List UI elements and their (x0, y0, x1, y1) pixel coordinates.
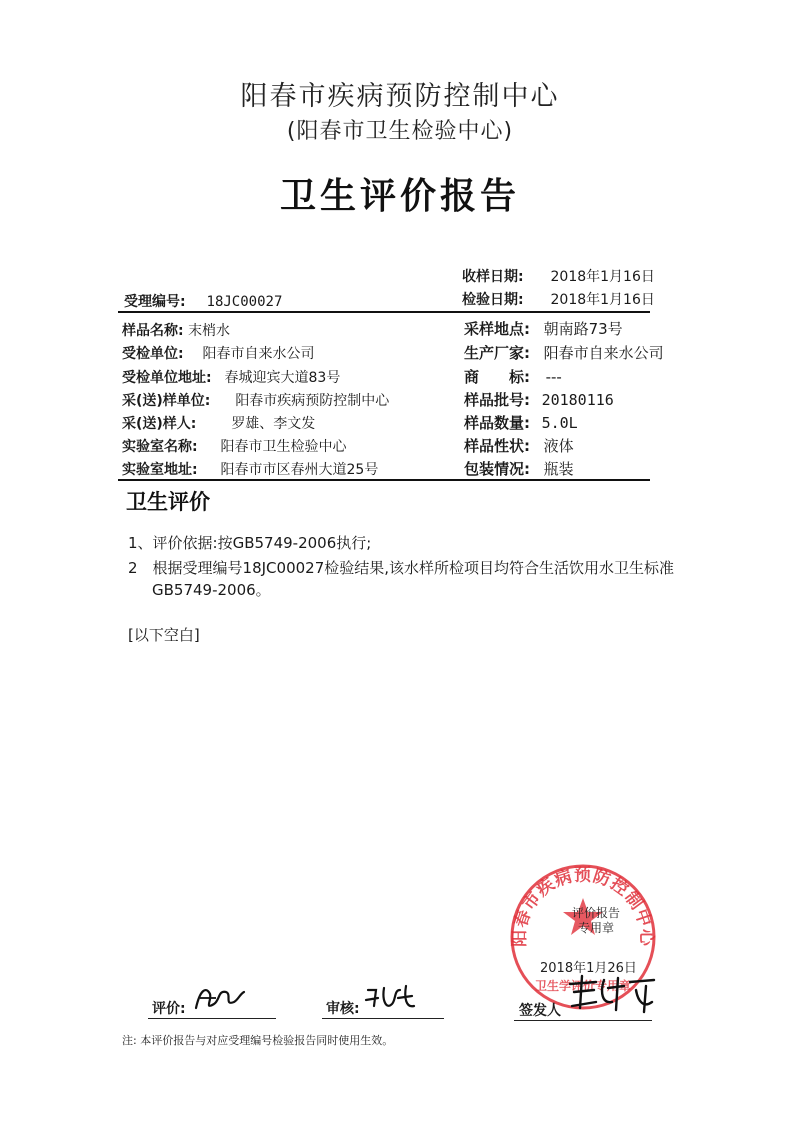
accept-no-value: 18JC00027 (206, 294, 283, 310)
evaluation-title: 卫生评价 (126, 490, 210, 514)
field-value: 阳春市自来水公司 (202, 346, 315, 362)
field-value: 5.0L (541, 414, 578, 432)
issuer-label: 签发人 (519, 1003, 561, 1019)
receive-date-row (462, 266, 655, 286)
document-title: 卫生评价报告 (279, 176, 520, 217)
field-sampling-unit (122, 390, 389, 410)
field-trademark (464, 366, 562, 387)
field-sample-character (464, 435, 574, 456)
field-label: 样品数量: (464, 414, 530, 432)
footnote: 注: 本评价报告与对应受理编号检验报告同时使用生效。 (122, 1034, 394, 1047)
field-label: 实验室名称: (122, 439, 198, 455)
organization-name: 阳春市疾病预防控制中心 (240, 81, 560, 112)
field-value: 阳春市市区春州大道25号 (220, 462, 379, 478)
accept-no-row (124, 291, 282, 311)
receive-date-label: 收样日期: (462, 269, 524, 285)
field-quantity (464, 412, 578, 433)
field-label: 受检单位地址: (122, 370, 212, 386)
field-batch-no (464, 389, 614, 410)
field-sampling-location (464, 318, 623, 339)
seal-center-line-1: 评价报告 (571, 906, 620, 920)
field-inspected-unit (122, 343, 315, 363)
accept-no-label: 受理编号: (124, 294, 186, 310)
field-sample-name (122, 320, 230, 340)
seal-ring-text: 阳春市疾病预防控制中心 (509, 865, 657, 947)
reviewer-line (322, 1018, 444, 1019)
issuer-line (514, 1020, 652, 1021)
field-label: 受检单位: (122, 346, 184, 362)
seal-center-text (566, 906, 626, 936)
field-value: 20180116 (541, 391, 614, 409)
field-lab-name (122, 436, 347, 456)
field-sampler (122, 413, 315, 433)
field-value: 罗雄、李文发 (231, 416, 316, 432)
field-value: 瓶装 (543, 460, 574, 478)
seal-center-line-2: 专用章 (577, 921, 614, 935)
evaluator-signature (190, 980, 250, 1016)
field-value: 春城迎宾大道83号 (224, 370, 341, 386)
field-value: --- (545, 368, 562, 386)
field-value: 朝南路73号 (543, 320, 623, 338)
field-label: 样品性状: (464, 437, 530, 455)
test-date-value: 2018年1月16日 (550, 292, 655, 308)
evaluation-item-1: 1、评价依据:按GB5749-2006执行; (128, 534, 372, 552)
seal-bottom-text: 卫生学评价专用章 (534, 979, 632, 993)
field-label: 生产厂家: (464, 344, 530, 362)
field-lab-address (122, 459, 378, 479)
field-manufacturer (464, 342, 664, 363)
field-value: 阳春市自来水公司 (543, 344, 664, 362)
field-value: 末梢水 (188, 323, 231, 339)
field-label: 包装情况: (464, 460, 530, 478)
field-label: 采(送)样人: (122, 416, 197, 432)
evaluator-label: 评价: (152, 1001, 186, 1017)
organization-subtitle: (阳春市卫生检验中心) (286, 119, 514, 144)
reviewer-signature (362, 980, 418, 1016)
reviewer-label: 审核: (326, 1001, 360, 1017)
divider-bottom (118, 479, 650, 481)
field-label: 样品名称: (122, 323, 184, 339)
field-value: 液体 (543, 437, 574, 455)
divider-top (118, 311, 650, 313)
field-label: 商 标: (464, 368, 530, 386)
evaluation-item-2-line-2: GB5749-2006。 (152, 581, 271, 599)
field-value: 阳春市疾病预防控制中心 (235, 393, 390, 409)
field-packaging (464, 458, 574, 479)
evaluator-line (148, 1018, 276, 1019)
receive-date-value: 2018年1月16日 (550, 269, 655, 285)
evaluation-item-2-line-1: 2 根据受理编号18JC00027检验结果,该水样所检项目均符合生活饮用水卫生标准 (128, 559, 675, 577)
field-label: 采(送)样单位: (122, 393, 211, 409)
seal-date: 2018年1月26日 (540, 961, 637, 976)
blank-note: [以下空白] (128, 626, 200, 644)
test-date-row (462, 289, 655, 309)
test-date-label: 检验日期: (462, 292, 524, 308)
field-inspected-address (122, 367, 340, 387)
field-label: 实验室地址: (122, 462, 198, 478)
field-value: 阳春市卫生检验中心 (220, 439, 347, 455)
issuer-signature (566, 972, 662, 1016)
field-label: 采样地点: (464, 320, 530, 338)
field-label: 样品批号: (464, 391, 530, 409)
